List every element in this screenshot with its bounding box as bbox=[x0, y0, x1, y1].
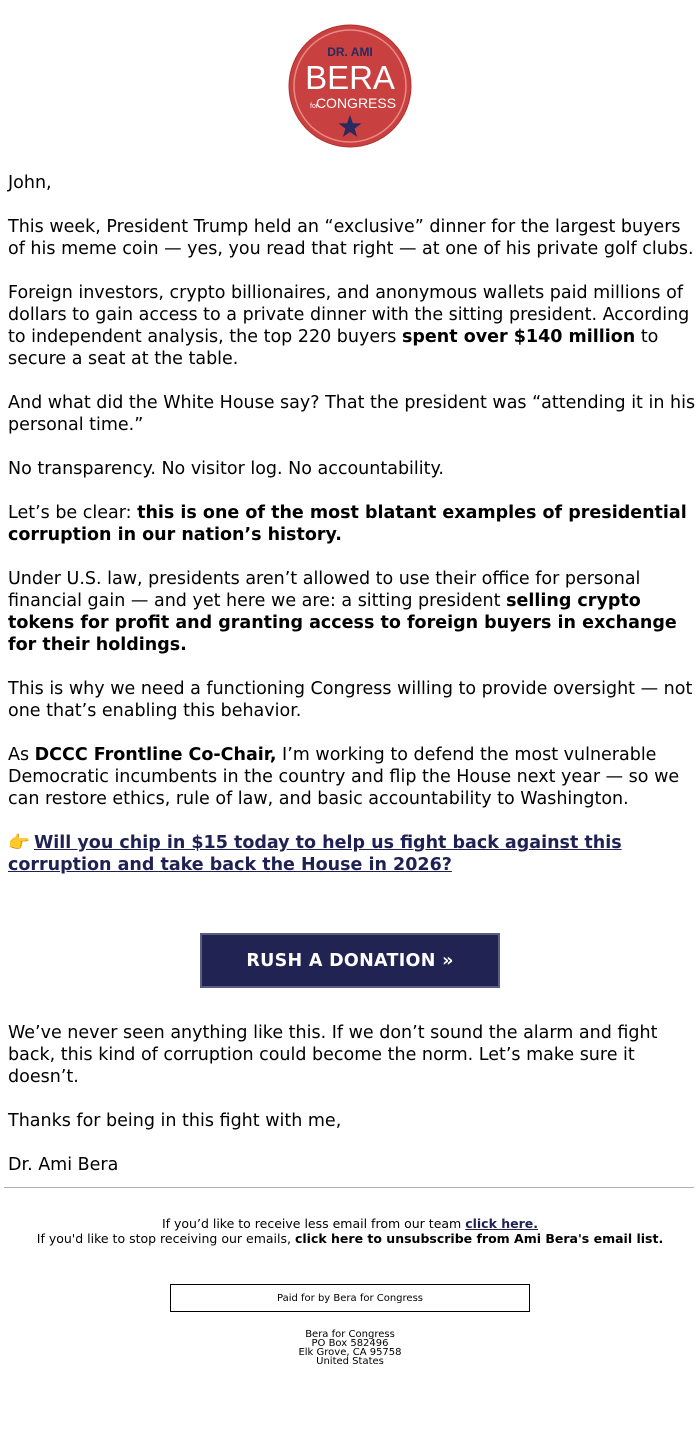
mailing-address bbox=[0, 1330, 700, 1366]
p8-bold: DCCC Frontline Co-Chair, bbox=[34, 745, 277, 765]
paragraph-6 bbox=[8, 568, 698, 656]
pointing-hand-icon: 👉 bbox=[8, 833, 30, 853]
donate-cta-link[interactable] bbox=[8, 832, 698, 876]
footer bbox=[0, 1216, 700, 1246]
logo-badge bbox=[288, 24, 412, 148]
paragraph-7: This is why we need a functioning Congress willing to provide oversight — not one that’s enabling this behavior. bbox=[8, 679, 693, 721]
signature: Dr. Ami Bera bbox=[8, 1155, 119, 1175]
campaign-logo bbox=[288, 24, 412, 148]
less-email-link[interactable]: click here. bbox=[465, 1216, 539, 1231]
paragraph-3: And what did the White House say? That the president was “attending it in his personal time.” bbox=[8, 393, 696, 435]
footer-line1-text: If you’d like to receive less email from our team bbox=[161, 1216, 466, 1231]
p5-bold: this is one of the most blatant examples of presidential corruption in our nation’s history. bbox=[8, 503, 687, 545]
footer-divider bbox=[4, 1187, 694, 1188]
p2-bold: spent over $140 million bbox=[401, 327, 636, 347]
cta-text: Will you chip in $15 today to help us fight back against this corruption and take back the House in 2026? bbox=[8, 833, 622, 875]
salutation: John, bbox=[8, 173, 52, 193]
p6-bold: selling crypto tokens for profit and granting access to foreign buyers in exchange for their holdings. bbox=[8, 591, 677, 655]
paid-for-disclaimer: Paid for by Bera for Congress bbox=[170, 1284, 530, 1312]
p8-text: As bbox=[8, 745, 35, 765]
paragraph-2 bbox=[8, 282, 698, 370]
p5-text: Let’s be clear: bbox=[8, 503, 138, 523]
p2-text: Foreign investors, crypto billionaires, and anonymous wallets paid millions of dollars to gain access to a private dinner with the sitting president. According to independent analysis, the top 220 buyers bbox=[8, 283, 690, 347]
p8-text-end: I’m working to defend the most vulnerable Democratic incumbents in the country and flip the House next year — so we can restore ethics, rule of law, and basic accountability to Washington. bbox=[8, 745, 680, 809]
unsubscribe-link[interactable]: click here to unsubscribe from Ami Bera's email list. bbox=[294, 1231, 664, 1246]
paragraph-5 bbox=[8, 502, 698, 546]
address-line: PO Box 582496 bbox=[311, 1338, 389, 1349]
logo-line2: BERA bbox=[305, 59, 395, 96]
address-line: United States bbox=[316, 1356, 384, 1367]
logo-for: for bbox=[310, 103, 319, 110]
logo-line1: DR. AMI bbox=[327, 45, 373, 59]
email-closing bbox=[8, 1022, 698, 1198]
rush-donation-button[interactable]: RUSH A DONATION » bbox=[200, 933, 500, 988]
logo-line3: CONGRESS bbox=[315, 95, 397, 111]
closing-thanks: Thanks for being in this fight with me, bbox=[8, 1111, 342, 1131]
address-line: Elk Grove, CA 95758 bbox=[298, 1347, 402, 1358]
address-line: Bera for Congress bbox=[305, 1329, 395, 1340]
closing-paragraph: We’ve never seen anything like this. If we don’t sound the alarm and fight back, this kind of corruption could become the norm. Let’s make sure it doesn’t. bbox=[8, 1023, 658, 1087]
email-body bbox=[8, 172, 698, 876]
footer-line2-text: If you'd like to stop receiving our emails, bbox=[36, 1231, 295, 1246]
donate-button-wrap bbox=[200, 933, 500, 988]
paragraph-8 bbox=[8, 744, 698, 810]
p2-text-end: to secure a seat at the table. bbox=[8, 327, 659, 369]
p6-text: Under U.S. law, presidents aren’t allowed to use their office for personal financial gain — and yet here we are: a sitting president bbox=[8, 569, 641, 611]
paragraph-1: This week, President Trump held an “exclusive” dinner for the largest buyers of his meme coin — yes, you read that right — at one of his private golf clubs. bbox=[8, 217, 694, 259]
paragraph-4: No transparency. No visitor log. No accountability. bbox=[8, 459, 444, 479]
footer-line-1 bbox=[0, 1216, 700, 1231]
footer-line-2 bbox=[0, 1231, 700, 1246]
